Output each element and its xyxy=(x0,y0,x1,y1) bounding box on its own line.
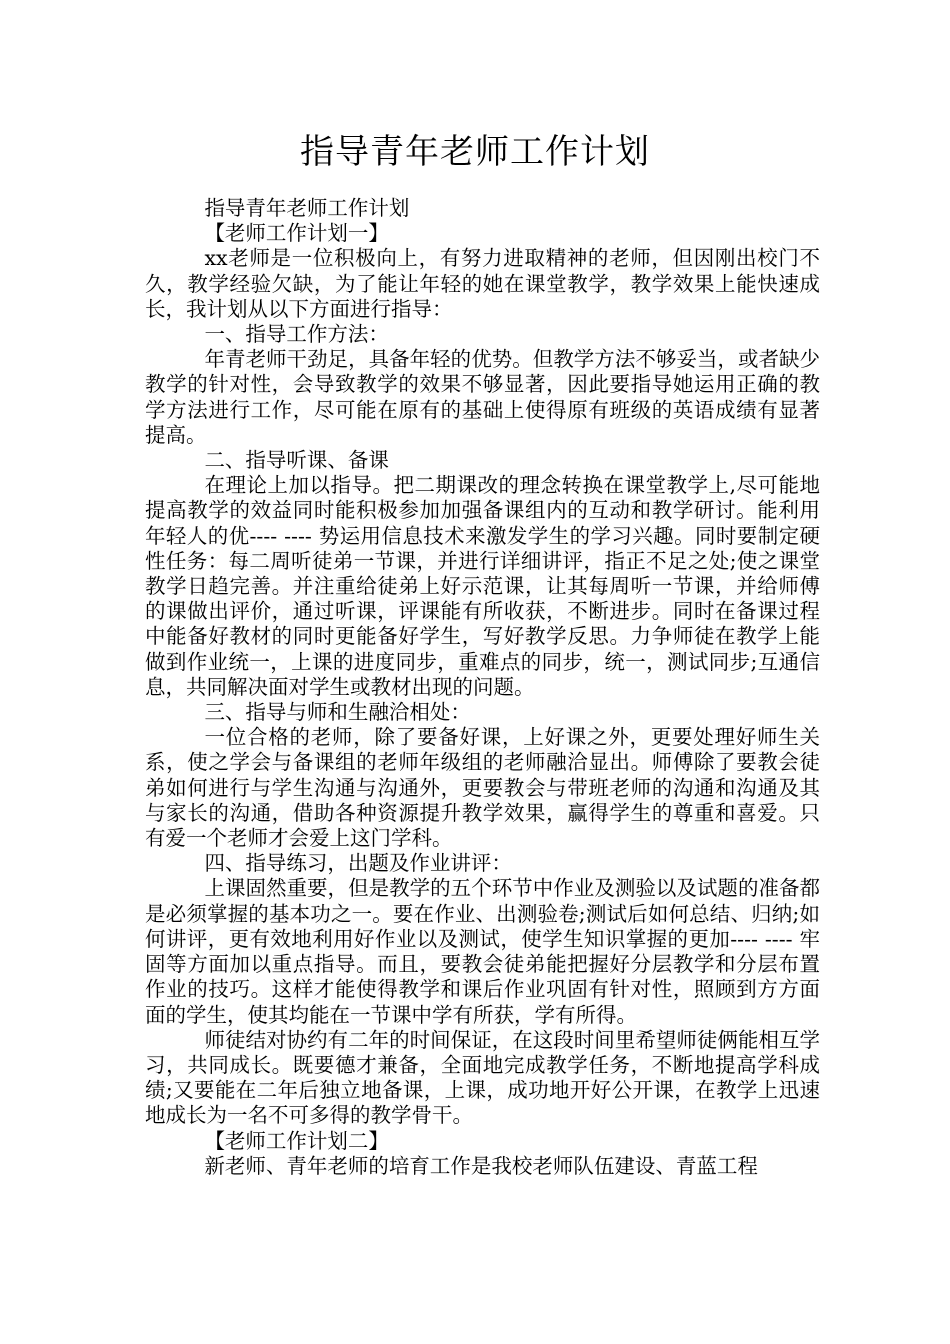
document-title: 指导青年老师工作计划 xyxy=(300,132,650,172)
paragraph-method: 年青老师干劲足，具备年轻的优势。但教学方法不够妥当，或者缺少教学的针对性，会导致教学的效果不够显著，因此要指导她运用正确的教学方法进行工作，尽可能在原有的基础上使得原有班级的英语成绩有显著提高。 xyxy=(145,347,820,447)
subtitle: 指导青年老师工作计划 xyxy=(204,196,410,220)
document-body xyxy=(145,196,820,1179)
section-heading-plan-one: 【老师工作计划一】 xyxy=(204,221,389,246)
paragraph-intro: xx老师是一位积极向上，有努力进取精神的老师，但因刚出校门不久，教学经验欠缺，为了能让年轻的她在课堂教学，教学效果上能快速成长，我计划从以下方面进行指导： xyxy=(145,246,820,321)
heading-method: 一、指导工作方法： xyxy=(204,322,389,347)
section-heading-plan-two: 【老师工作计划二】 xyxy=(204,1128,389,1153)
heading-practice: 四、指导练习，出题及作业讲评： xyxy=(204,851,512,876)
paragraph-relations: 一位合格的老师，除了要备好课，上好课之外，更要处理好师生关系，使之学会与备课组的老师年级组的老师融洽显出。师傅除了要教会徒弟如何进行与学生沟通与沟通外，更要教会与带班老师的沟通和沟通及其与家长的沟通，借助各种资源提升教学效果，赢得学生的尊重和喜爱。只有爱一个老师才会爱上这门学科。 xyxy=(145,725,820,851)
heading-lesson-prep: 二、指导听课、备课 xyxy=(204,448,389,473)
heading-relations: 三、指导与师和生融洽相处： xyxy=(204,700,471,725)
paragraph-mentorship: 师徒结对协约有二年的时间保证，在这段时间里希望师徒俩能相互学习，共同成长。既要德才兼备，全面地完成教学任务，不断地提高学科成绩;又要能在二年后独立地备课，上课，成功地开好公开课，在教学上迅速地成长为一名不可多得的教学骨干。 xyxy=(145,1027,820,1128)
paragraph-practice: 上课固然重要，但是教学的五个环节中作业及测验以及试题的准备都是必须掌握的基本功之一。要在作业、出测验卷;测试后如何总结、归纳;如何讲评，更有效地利用好作业以及测试，使学生知识掌握的更加---- ---- 牢固等方面加以重点指导。而且，要教会徒弟能把握好分层教学和分层布置作业的技巧。这样才能使得教学和课后作业巩固有针对性，照顾到方方面面的学生，使其均能在一节课中学有所获，学有所得。 xyxy=(145,876,820,1027)
paragraph-lesson-prep: 在理论上加以指导。把二期课改的理念转换在课堂教学上,尽可能地提高教学的效益同时能积极参加加强备课组内的互动和教学研讨。能利用年轻人的优---- ---- 势运用信息技术来激发学生的学习兴趣。同时要制定硬性任务：每二周听徒弟一节课，并进行详细讲评，指正不足之处;使之课堂教学日趋完善。并注重给徒弟上好示范课，让其每周听一节课，并给师傅的课做出评价，通过听课，评课能有所收获，不断进步。同时在备课过程中能备好教材的同时更能备好学生，写好教学反思。力争师徒在教学上能做到作业统一，上课的进度同步，重难点的同步，统一，测试同步;互通信息，共同解决面对学生或教材出现的问题。 xyxy=(145,473,820,699)
paragraph-plan-two-intro: 新老师、青年老师的培育工作是我校老师队伍建设、青蓝工程 xyxy=(204,1153,758,1178)
